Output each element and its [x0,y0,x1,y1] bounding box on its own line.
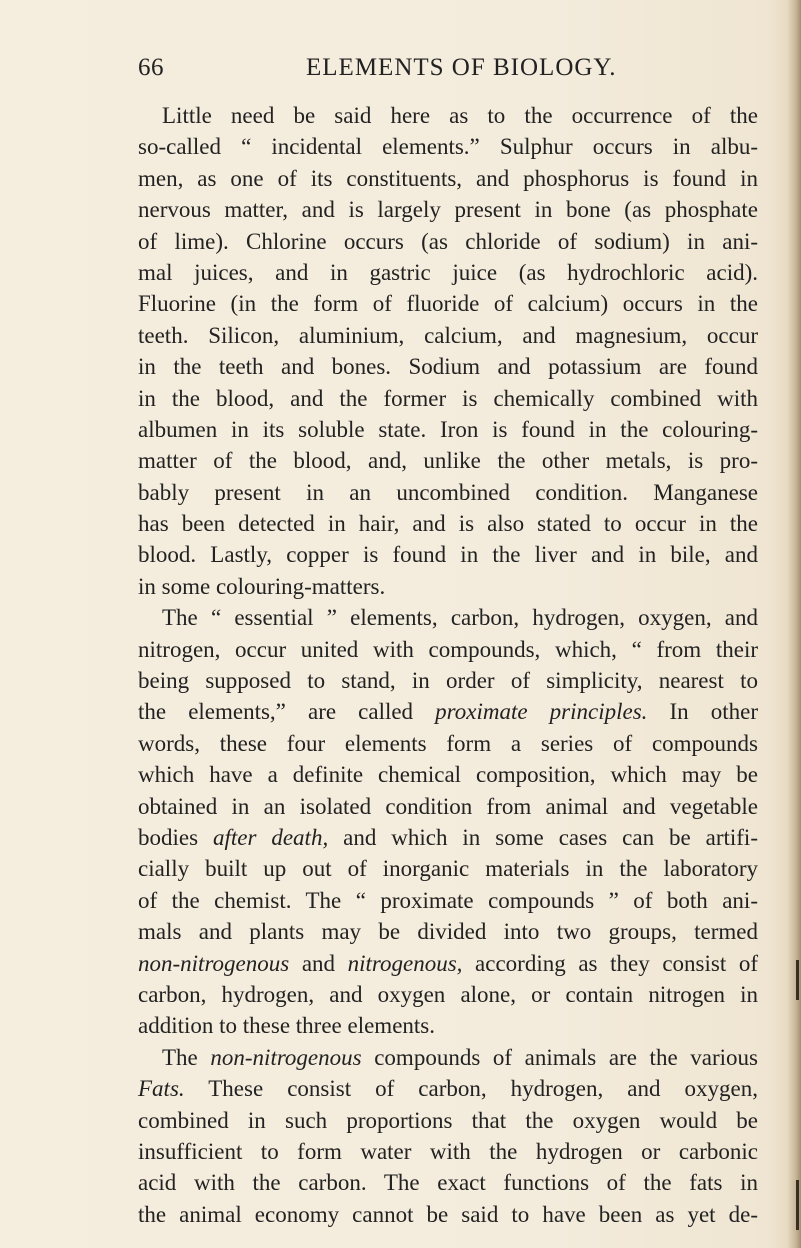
page-header [138,54,758,90]
text-segment: bodies [138,824,213,850]
text-line: Fluorine (in the form of fluoride of calcium) occurs in the [138,291,758,317]
text-line: of the chemist. The “ proximate compounds ” of both ani- [138,887,758,913]
text-line: the animal economy cannot be said to have been as yet de- [138,1201,758,1227]
text-line: teeth. Silicon, aluminium, calcium, and magnesium, occur [138,322,758,348]
page-edge-mark [796,960,799,1000]
text-segment: the elements,” are called [138,699,436,725]
text-line [138,948,758,979]
text-line: mals and plants may be divided into two groups, termed [138,919,758,945]
text-line: nitrogen, occur united with compounds, which, “ from their [138,636,758,662]
running-head: ELEMENTS OF BIOLOGY. [306,54,617,81]
text-line: in the blood, and the former is chemically combined with [138,385,758,411]
body-text [138,100,758,1230]
page-number: 66 [138,54,164,81]
text-line: has been detected in hair, and is also stated to occur in the [138,511,758,537]
text-line [138,822,758,853]
italic-term: non-nitrogenous [138,950,290,976]
italic-term: nitrogenous, [347,950,463,976]
text-line: mal juices, and in gastric juice (as hydrochloric acid). [138,259,758,285]
text-line: acid with the carbon. The exact functions of the fats in [138,1170,758,1196]
text-line: which have a definite chemical composition, which may be [138,762,758,788]
text-line [138,1073,758,1104]
text-line: men, as one of its constituents, and phosphorus is found in [138,165,758,191]
text-segment: and which in some cases can be artifi- [328,824,758,850]
text-segment: compounds of animals are the various [361,1044,758,1070]
page-edge-mark [796,1180,799,1230]
text-line: in the teeth and bones. Sodium and potassium are found [138,354,758,380]
text-line: matter of the blood, and, unlike the other metals, is pro- [138,448,758,474]
text-line: insufficient to form water with the hydrogen or carbonic [138,1138,758,1164]
text-line: nervous matter, and is largely present in bone (as phosphate [138,197,758,223]
italic-term: Fats. [138,1076,185,1102]
text-line: words, these four elements form a series of compounds [138,730,758,756]
italic-term: after death, [212,824,329,850]
text-line: combined in such proportions that the oxygen would be [138,1107,758,1133]
italic-term: non-nitrogenous [210,1044,362,1070]
text-line: cially built up out of inorganic materials in the laboratory [138,856,758,882]
text-line: obtained in an isolated condition from animal and vegetable [138,793,758,819]
text-line: blood. Lastly, copper is found in the liver and in bile, and [138,542,758,568]
text-line [138,696,758,727]
text-segment: and [289,950,348,976]
text-line: in some colouring-matters. [138,573,386,599]
text-line: so-called “ incidental elements.” Sulphur occurs in albu- [138,134,758,160]
text-line: carbon, hydrogen, and oxygen alone, or contain nitrogen in [138,981,758,1007]
text-line [138,1042,758,1073]
text-line: being supposed to stand, in order of simplicity, nearest to [138,668,758,694]
text-line: albumen in its soluble state. Iron is found in the colouring- [138,416,758,442]
text-line: bably present in an uncombined condition. Manganese [138,479,758,505]
text-line: addition to these three elements. [138,1013,435,1039]
italic-term: proximate principles. [435,699,648,725]
text-line: Little need be said here as to the occurrence of the [162,103,758,128]
page-edge-shadow [787,0,801,1248]
text-segment: according as they consist of [462,950,758,976]
text-segment: These consist of carbon, hydrogen, and oxygen, [184,1076,758,1102]
text-segment: In other [647,699,758,725]
text-line: The “ essential ” elements, carbon, hydrogen, oxygen, and [162,605,758,631]
text-line: of lime). Chlorine occurs (as chloride of sodium) in ani- [138,228,758,254]
text-segment: The [162,1044,211,1070]
